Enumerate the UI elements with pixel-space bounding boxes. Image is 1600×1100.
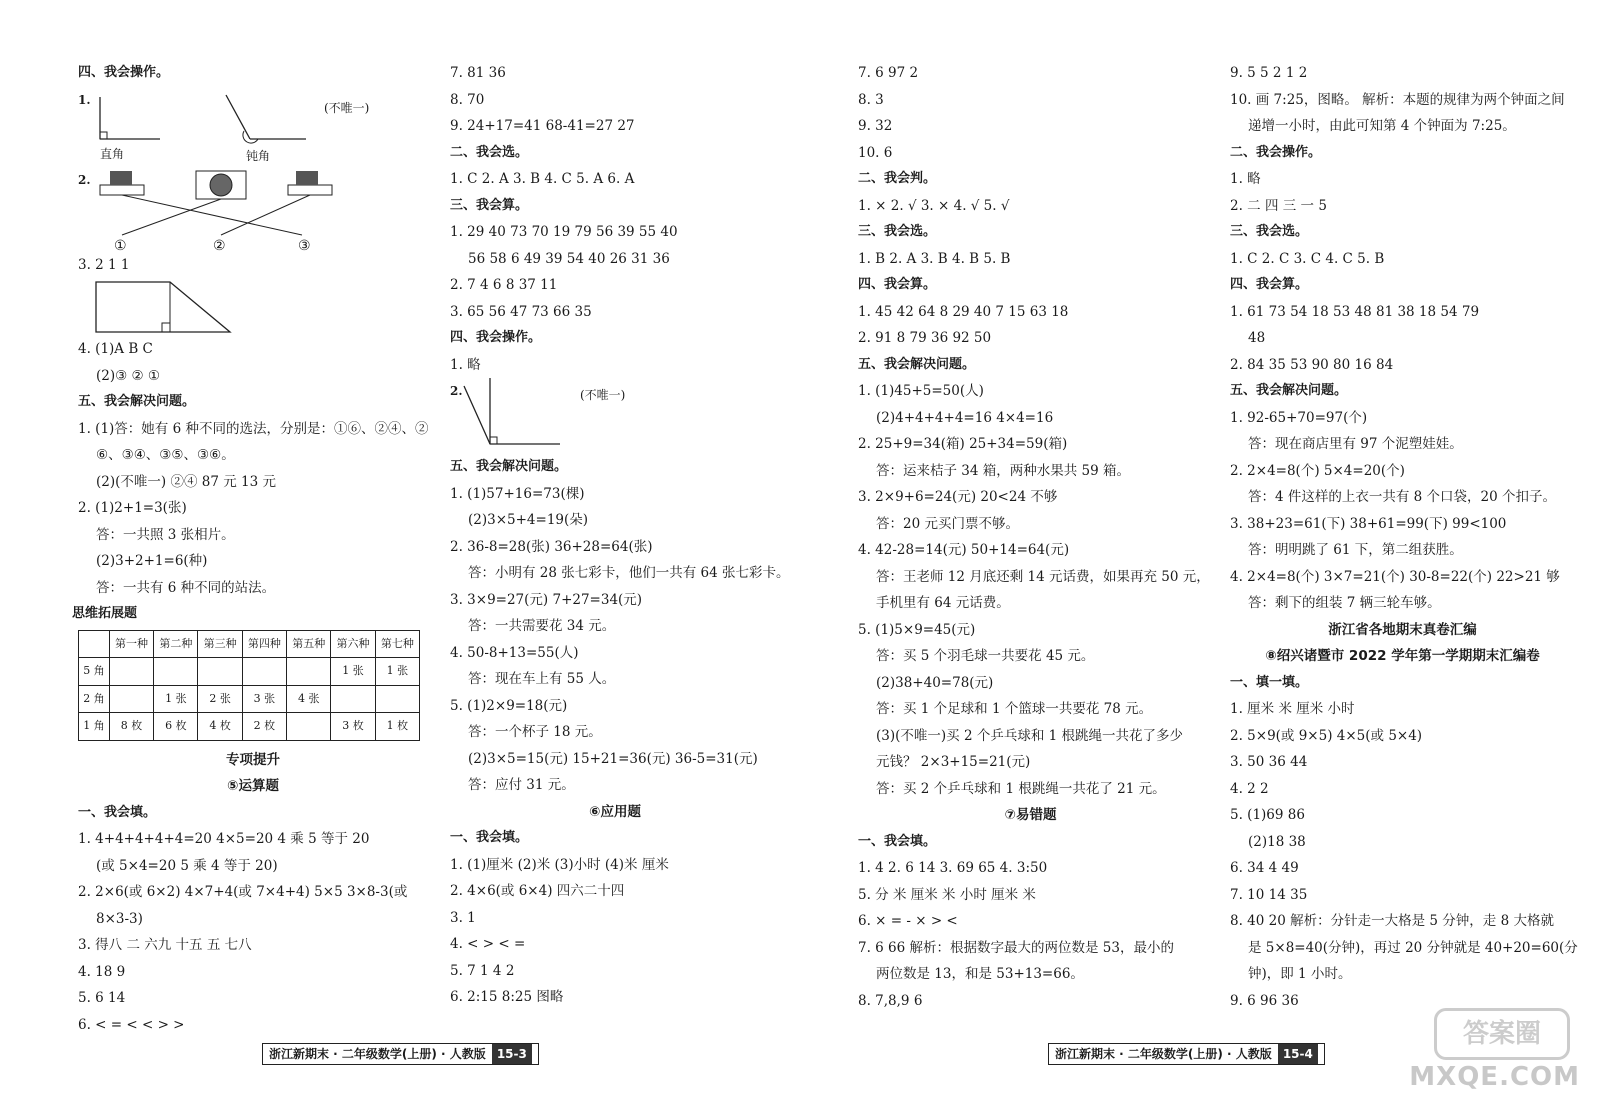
answer-line: 56 58 6 49 39 54 40 26 31 36 <box>468 250 670 267</box>
answer-line: 4. (1)A B C <box>78 341 153 357</box>
answer-line: 答：运来桔子 34 箱，两种水果共 59 箱。 <box>876 462 1131 479</box>
table-row: 5 角 1 张 1 张 <box>79 658 420 686</box>
answer-line: 6. 34 4 49 <box>1230 860 1299 876</box>
section-title: 五、我会解决问题。 <box>450 459 568 474</box>
answer-line: (或 5×4=20 5 乘 4 等于 20) <box>96 857 278 874</box>
answer-line: 5. (1)5×9=45(元) <box>858 621 976 638</box>
exam-heading: ⑧绍兴诸暨市 2022 学年第一学期期末汇编卷 <box>1265 648 1540 664</box>
section-title: 五、我会解决问题。 <box>78 394 196 409</box>
answer-line: 4. 2 2 <box>1230 780 1269 797</box>
topic-heading: ⑤运算题 <box>227 778 279 794</box>
answer-line: 答：买 5 个羽毛球一共要花 45 元。 <box>876 648 1095 664</box>
section-title: 思维拓展题 <box>72 606 138 621</box>
answer-line: 答：买 2 个乒乓球和 1 根跳绳一共花了 21 元。 <box>876 780 1166 797</box>
answer-line: 3. 1 <box>450 909 476 926</box>
section-title: 三、我会选。 <box>858 224 937 239</box>
answer-line: 9. 6 96 36 <box>1230 992 1299 1009</box>
answer-line: 3. 65 56 47 73 66 35 <box>450 303 592 320</box>
answer-line: 2. 36-8=28(张) 36+28=64(张) <box>450 538 653 555</box>
answer-line: 1. × 2. √ 3. × 4. √ 5. √ <box>858 197 1010 214</box>
answer-line: 8. 70 <box>450 91 485 108</box>
answer-line: 8×3-3) <box>96 910 143 927</box>
answer-line: 1. 4+4+4+4+4=20 4×5=20 4 乘 5 等于 20 <box>78 831 370 847</box>
answer-line: 2. 4×6(或 6×4) 四六二十四 <box>450 883 625 899</box>
answer-line: 1. B 2. A 3. B 4. B 5. B <box>858 250 1011 267</box>
answer-line: 2. 25+9=34(箱) 25+34=59(箱) <box>858 436 1068 452</box>
section-title: 二、我会操作。 <box>1230 144 1322 160</box>
table-row: 1 角 8 枚 6 枚 4 枚 2 枚 3 枚 1 枚 <box>79 713 420 741</box>
answer-line: 1. (1)答：她有 6 种不同的选法，分别是：①⑥、②④、② <box>78 420 429 437</box>
answer-line: 9. 32 <box>858 118 893 134</box>
answer-line: 2. 91 8 79 36 92 50 <box>858 330 992 346</box>
section-title: 二、我会判。 <box>858 171 937 186</box>
answer-line: 9. 5 5 2 1 2 <box>1230 65 1308 81</box>
answer-line: 答：现在车上有 55 人。 <box>468 671 616 687</box>
answer-line: 答：买 1 个足球和 1 个篮球一共要花 78 元。 <box>876 701 1153 717</box>
answer-line: (2)3×5=15(元) 15+21=36(元) 36-5=31(元) <box>468 750 758 767</box>
answer-line: 1. 略 <box>450 356 481 373</box>
view-matching-diagram: 2. ① ② ③ <box>78 167 428 252</box>
answer-line: 3. 38+23=61(下) 38+61=99(下) 99<100 <box>1230 515 1507 532</box>
section-title: 四、我会算。 <box>1230 277 1309 292</box>
section-title: 二、我会选。 <box>450 144 529 160</box>
section-title: 一、我会填。 <box>858 833 937 849</box>
answer-line: 元钱？ 2×3+15=21(元) <box>876 754 1031 770</box>
answer-line: 递增一小时，由此可知第 4 个钟面为 7:25。 <box>1248 118 1516 134</box>
column-4 <box>1230 60 1578 1014</box>
section-title: 一、我会填。 <box>78 804 157 820</box>
watermark-logo: 答案圈 <box>1434 1008 1570 1060</box>
angle-diagram: 1. (不唯一) 直角 钝角 <box>78 87 428 167</box>
answer-line: 答：4 件这样的上衣一共有 8 个口袋，20 个扣子。 <box>1248 489 1557 505</box>
answer-line: 7. 6 97 2 <box>858 65 919 81</box>
answer-line: 答：20 元买门票不够。 <box>876 515 1019 532</box>
answer-line: 5. 6 14 <box>78 990 126 1006</box>
answer-line: 两位数是 13，和是 53+13=66。 <box>876 966 1084 982</box>
answer-line: 4. < > < = <box>450 936 526 952</box>
answer-line: 9. 24+17=41 68-41=27 27 <box>450 118 635 134</box>
answer-line: 10. 6 <box>858 144 893 161</box>
answer-line: 1. (1)45+5=50(人) <box>858 383 984 399</box>
money-combination-table <box>78 630 420 741</box>
answer-line: 2. 2×6(或 6×2) 4×7+4(或 7×4+4) 5×5 3×8-3(或 <box>78 884 408 900</box>
trapezoid-diagram <box>78 278 428 336</box>
answer-line: (2)3×5+4=19(朵) <box>468 512 589 528</box>
topic-heading: ⑦易错题 <box>1004 807 1057 823</box>
answer-line: 1. 4 2. 6 14 3. 69 65 4. 3:50 <box>858 860 1048 876</box>
answer-line: (2)38+40=78(元) <box>876 674 994 691</box>
answer-line: 2. 5×9(或 9×5) 4×5(或 5×4) <box>1230 727 1423 744</box>
answer-line: 4. 2×4=8(个) 3×7=21(个) 30-8=22(个) 22>21 够 <box>1230 568 1560 585</box>
answer-line: 7. 6 66 解析：根据数字最大的两位数是 53，最小的 <box>858 939 1174 956</box>
answer-line: 答：一共有 6 种不同的站法。 <box>96 579 276 596</box>
answer-line: 1. 厘米 米 厘米 小时 <box>1230 701 1355 717</box>
section-title: 三、我会算。 <box>450 197 529 213</box>
page-footer-right: 浙江新期末 · 二年级数学(上册) · 人教版 15-4 <box>1048 1043 1325 1065</box>
answer-line: ⑥、③④、③⑤、③⑥。 <box>96 447 235 463</box>
answer-line: 1. 45 42 64 8 29 40 7 15 63 18 <box>858 303 1069 320</box>
answer-line: 1. (1)厘米 (2)米 (3)小时 (4)米 厘米 <box>450 856 669 873</box>
answer-line: 手机里有 64 元话费。 <box>876 595 1010 611</box>
answer-line: 3. 得八 二 六九 十五 五 七八 <box>78 937 252 953</box>
answer-line: 3. 2 1 1 <box>78 256 130 273</box>
answer-line: 7. 10 14 35 <box>1230 886 1308 903</box>
right-angle-label: 直角 <box>100 146 125 161</box>
answer-line: 6. < = < < > > <box>78 1016 185 1033</box>
column-1 <box>72 60 429 1038</box>
answer-line: 钟)，即 1 小时。 <box>1248 966 1352 982</box>
section-title: 四、我会算。 <box>858 277 937 292</box>
answer-line: 6. × = - × > < <box>858 913 958 929</box>
matching-figures <box>78 167 408 252</box>
table-header-row: 第一种 第二种 第三种 第四种 第五种 第六种 第七种 <box>79 630 420 658</box>
answer-line: (2)18 38 <box>1248 833 1306 850</box>
answer-line: 3. 3×9=27(元) 7+27=34(元) <box>450 591 643 608</box>
section-heading: 专项提升 <box>226 751 280 768</box>
circle-1: ① <box>114 237 127 254</box>
answer-line: 2. 2×4=8(个) 5×4=20(个) <box>1230 462 1405 479</box>
angle-drawing-diagram: 2. (不唯一) <box>450 378 780 454</box>
answer-line: 7. 81 36 <box>450 65 506 81</box>
answer-line: 答：现在商店里有 97 个泥塑娃娃。 <box>1248 436 1463 452</box>
answer-line: 4. 42-28=14(元) 50+14=64(元) <box>858 542 1070 558</box>
answer-line: 2. (1)2+1=3(张) <box>78 500 187 516</box>
answer-line: 8. 3 <box>858 91 884 108</box>
section-title: 一、填一填。 <box>1230 674 1309 690</box>
section-title: 一、我会填。 <box>450 830 529 845</box>
answer-line: 答：王老师 12 月底还剩 14 元话费，如果再充 50 元， <box>876 568 1210 585</box>
answer-line: 2. 7 4 6 8 37 11 <box>450 277 558 293</box>
answer-line: 48 <box>1248 330 1266 346</box>
topic-heading: ⑥应用题 <box>589 803 641 820</box>
section-title: 四、我会操作。 <box>78 65 170 80</box>
section-title: 五、我会解决问题。 <box>1230 383 1348 398</box>
section-title: 三、我会选。 <box>1230 224 1309 239</box>
page-footer-left: 浙江新期末 · 二年级数学(上册) · 人教版 15-3 <box>262 1043 539 1065</box>
answer-line: (2)4+4+4+4=16 4×4=16 <box>876 409 1054 426</box>
note-not-unique: (不唯一) <box>580 388 626 402</box>
answer-line: 8. 40 20 解析：分针走一大格是 5 分钟，走 8 大格就 <box>1230 913 1554 929</box>
section-title: 四、我会操作。 <box>450 330 542 345</box>
table-row: 2 角 1 张 2 张 3 张 4 张 <box>79 685 420 713</box>
circle-3: ③ <box>298 237 311 254</box>
answer-line: 答：剩下的组装 7 辆三轮车够。 <box>1248 595 1441 611</box>
answer-line: 1. C 2. A 3. B 4. C 5. A 6. A <box>450 171 635 187</box>
answer-line: 4. 18 9 <box>78 963 126 980</box>
section-title: 五、我会解决问题。 <box>858 356 976 372</box>
answer-line: 6. 2:15 8:25 图略 <box>450 989 564 1005</box>
answer-line: 1. 92-65+70=97(个) <box>1230 409 1368 426</box>
watermark-text: MXQE.COM <box>1409 1062 1580 1092</box>
answer-line: 是 5×8=40(分钟)，再过 20 分钟就是 40+20=60(分 <box>1248 939 1578 956</box>
answer-line: 3. 50 36 44 <box>1230 754 1308 770</box>
answer-line: 1. C 2. C 3. C 4. C 5. B <box>1230 250 1385 267</box>
answer-line: 4. 50-8+13=55(人) <box>450 644 579 661</box>
answer-line: (2)③ ② ① <box>96 367 161 384</box>
answer-line: 3. 2×9+6=24(元) 20<24 不够 <box>858 489 1058 505</box>
answer-line: 答：一共照 3 张相片。 <box>96 526 235 543</box>
answer-line: 10. 画 7:25，图略。 解析：本题的规律为两个钟面之间 <box>1230 91 1565 108</box>
answer-line: (2)3+2+1=6(种) <box>96 553 208 569</box>
answer-line: (3)(不唯一)买 2 个乒乓球和 1 根跳绳一共花了多少 <box>876 727 1183 744</box>
note-not-unique: (不唯一) <box>324 100 370 115</box>
column-2 <box>450 60 790 1011</box>
answer-line: 答：一共需要花 34 元。 <box>468 618 616 634</box>
obtuse-angle-label: 钝角 <box>246 148 271 163</box>
column-3 <box>858 60 1210 1014</box>
answer-line: 答：一个杯子 18 元。 <box>468 724 602 740</box>
circle-2: ② <box>213 237 226 254</box>
answer-line: 答：小明有 28 张七彩卡，他们一共有 64 张七彩卡。 <box>468 565 790 581</box>
answer-line: 1. 61 73 54 18 53 48 81 38 18 54 79 <box>1230 303 1480 320</box>
answer-line: (2)(不唯一) ②④ 87 元 13 元 <box>96 473 276 490</box>
answer-line: 8. 7,8,9 6 <box>858 992 923 1009</box>
answer-line: 1. 略 <box>1230 171 1261 187</box>
answer-line: 2. 二 四 三 一 5 <box>1230 197 1327 214</box>
answer-line: 答：明明跳了 61 下，第二组获胜。 <box>1248 542 1463 558</box>
answer-line: 5. 分 米 厘米 米 小时 厘米 米 <box>858 886 1036 903</box>
answer-line: 1. 29 40 73 70 19 79 56 39 55 40 <box>450 224 678 240</box>
collection-heading: 浙江省各地期末真卷汇编 <box>1328 621 1477 638</box>
answer-line: 5. (1)69 86 <box>1230 807 1305 823</box>
answer-line: 5. 7 1 4 2 <box>450 962 515 979</box>
answer-line: 2. 84 35 53 90 80 16 84 <box>1230 356 1394 373</box>
page-number: 15-4 <box>1278 1044 1318 1064</box>
answer-line: 1. (1)57+16=73(棵) <box>450 485 585 502</box>
answer-line: 5. (1)2×9=18(元) <box>450 697 568 714</box>
answer-line: 答：应付 31 元。 <box>468 777 575 793</box>
page-number: 15-3 <box>492 1044 532 1064</box>
